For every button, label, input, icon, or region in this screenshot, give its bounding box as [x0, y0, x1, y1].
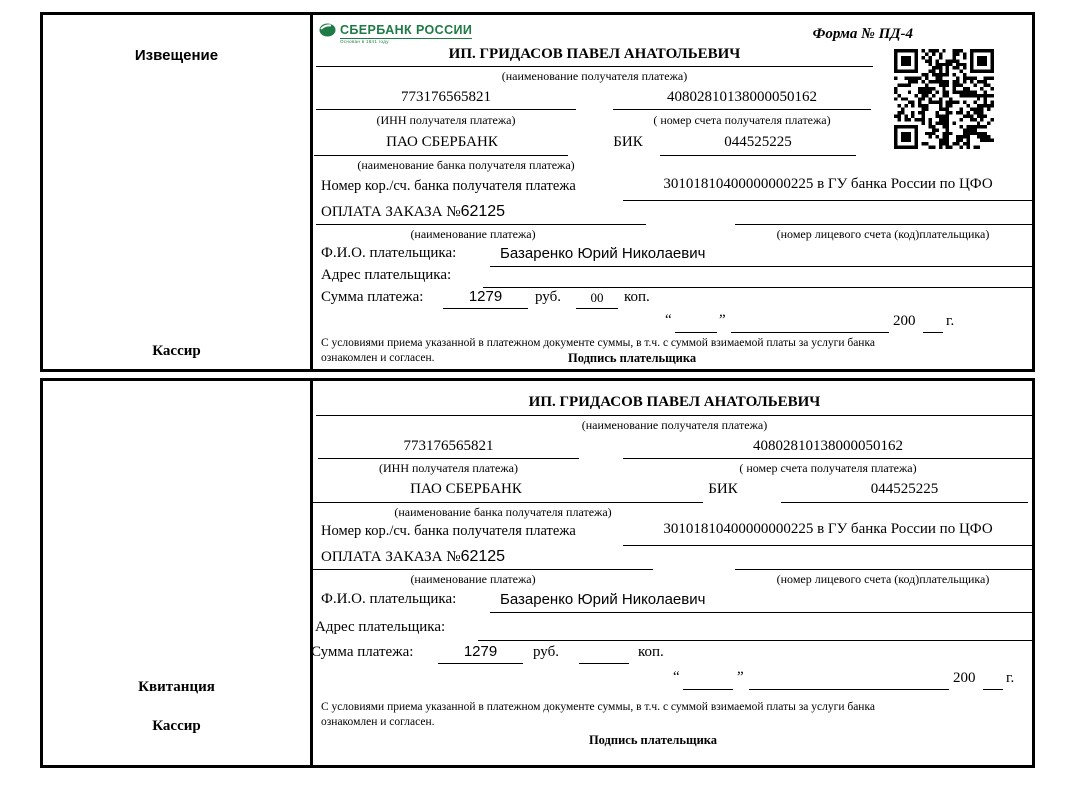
section-title-kvitanciya: Квитанция [138, 679, 215, 695]
order-number: 62125 [460, 548, 506, 565]
fio-underline [490, 266, 1033, 267]
kvitanciya-section [40, 378, 1035, 768]
corr-underline [623, 545, 1033, 546]
year-prefix: 200 [893, 313, 916, 329]
sum-label: Сумма платежа: [321, 289, 424, 305]
corr-label: Номер кор./сч. банка получателя платежа [321, 523, 576, 539]
date-quote-open: “ [673, 669, 680, 685]
payment-purpose [321, 203, 505, 221]
inn-underline [316, 109, 576, 110]
qr-code [894, 49, 994, 149]
recipient-name: ИП. ГРИДАСОВ ПАВЕЛ АНАТОЛЬЕВИЧ [528, 394, 821, 410]
fio-label: Ф.И.О. плательщика: [321, 591, 457, 607]
payment-underline [313, 569, 653, 570]
payment-hint: (наименование платежа) [410, 572, 536, 586]
account-hint: ( номер счета получателя платежа) [739, 461, 917, 475]
date-quote-open: “ [665, 312, 672, 328]
recipient-underline [316, 66, 873, 67]
sum-rub-value: 1279 [463, 643, 498, 660]
agreement-line1: С условиями приема указанной в платежном документе суммы, в т.ч. с суммой взимаемой платы за услуги банка [321, 701, 875, 713]
payer-fio-value: Базаренко Юрий Николаевич [500, 245, 706, 262]
sberbank-logo-tagline: Основан в 1841 году [340, 39, 389, 44]
corr-label: Номер кор./сч. банка получателя платежа [321, 178, 576, 194]
year-underline [923, 332, 943, 333]
rub-label: руб. [535, 289, 561, 305]
bank-name: ПАО СБЕРБАНК [386, 134, 498, 150]
recipient-underline [316, 415, 1033, 416]
fio-underline [490, 612, 1033, 613]
recipient-hint: (наименование получателя платежа) [581, 418, 768, 432]
section-title-izveshchenie: Извещение [134, 47, 219, 64]
fio-label: Ф.И.О. плательщика: [321, 245, 457, 261]
sum-rub-underline [443, 308, 528, 309]
inn-hint: (ИНН получателя платежа) [379, 461, 518, 475]
bik-underline [660, 155, 856, 156]
account-underline [623, 458, 1033, 459]
sum-kop-underline [576, 308, 618, 309]
bik-label: БИК [613, 134, 643, 150]
corr-value: 30101810400000000225 в ГУ банка России по ЦФО [663, 521, 993, 537]
bank-hint: (наименование банка получателя платежа) [357, 158, 575, 172]
agreement-line2: ознакомлен и согласен. [321, 352, 435, 364]
payer-fio-value: Базаренко Юрий Николаевич [500, 591, 706, 608]
sum-rub-value: 1279 [468, 288, 503, 305]
bank-underline [313, 502, 703, 503]
year-prefix: 200 [953, 670, 976, 686]
sum-kop-value: 00 [590, 290, 604, 305]
bank-hint: (наименование банка получателя платежа) [394, 505, 612, 519]
payment-underline [316, 224, 646, 225]
payment-prefix: ОПЛАТА ЗАКАЗА № [321, 204, 461, 220]
column-divider [310, 381, 313, 765]
personal-account-underline [735, 224, 1033, 225]
agreement-line1: С условиями приема указанной в платежном документе суммы, в т.ч. с суммой взимаемой платы за услуги банка [321, 337, 875, 349]
inn-underline [318, 458, 579, 459]
corr-underline [623, 200, 1033, 201]
sberbank-logo [319, 23, 472, 44]
kop-label: коп. [624, 289, 650, 305]
account-value: 40802810138000050162 [753, 438, 903, 454]
bik-label: БИК [708, 481, 738, 497]
payment-hint: (наименование платежа) [410, 227, 536, 241]
sum-kop-underline [579, 663, 629, 664]
corr-value: 30101810400000000225 в ГУ банка России по ЦФО [663, 176, 993, 192]
date-quote-close: ” [737, 669, 744, 685]
cashier-label: Кассир [152, 718, 201, 734]
sberbank-coin-icon [319, 23, 336, 43]
bik-value: 044525225 [724, 134, 792, 150]
personal-account-hint: (номер лицевого счета (код)плательщика) [776, 227, 990, 241]
year-suffix: г. [1006, 670, 1015, 686]
year-underline [983, 689, 1003, 690]
recipient-hint: (наименование получателя платежа) [501, 69, 688, 83]
address-label: Адрес плательщика: [321, 267, 452, 283]
payment-prefix: ОПЛАТА ЗАКАЗА № [321, 549, 461, 565]
bik-underline [781, 502, 1028, 503]
personal-account-underline [735, 569, 1033, 570]
date-month-underline [749, 689, 949, 690]
date-day-underline [675, 332, 717, 333]
personal-account-hint: (номер лицевого счета (код)плательщика) [776, 572, 990, 586]
inn-hint: (ИНН получателя платежа) [376, 113, 516, 127]
rub-label: руб. [533, 644, 559, 660]
date-quote-close: ” [719, 312, 726, 328]
account-hint: ( номер счета получателя платежа) [653, 113, 831, 127]
address-label: Адрес плательщика: [315, 619, 446, 635]
bik-value: 044525225 [870, 481, 939, 497]
izveshchenie-section [40, 12, 1035, 372]
payment-purpose [321, 548, 505, 566]
form-number-label: Форма № ПД-4 [812, 26, 913, 42]
signature-label: Подпись плательщика [568, 351, 697, 365]
column-divider [310, 15, 313, 369]
address-underline [483, 287, 1033, 288]
inn-value: 773176565821 [401, 89, 491, 105]
year-suffix: г. [946, 313, 955, 329]
date-month-underline [731, 332, 889, 333]
signature-label: Подпись плательщика [588, 733, 718, 747]
date-day-underline [683, 689, 733, 690]
order-number: 62125 [460, 203, 506, 220]
recipient-name: ИП. ГРИДАСОВ ПАВЕЛ АНАТОЛЬЕВИЧ [448, 46, 741, 62]
sum-rub-underline [438, 663, 523, 664]
bank-underline [314, 155, 568, 156]
sum-label: Сумма платежа: [311, 644, 414, 660]
inn-value: 773176565821 [403, 438, 494, 454]
account-underline [613, 109, 871, 110]
agreement-line2: ознакомлен и согласен. [321, 716, 435, 728]
account-value: 40802810138000050162 [667, 89, 817, 105]
address-underline [478, 640, 1033, 641]
kop-label: коп. [638, 644, 664, 660]
bank-name: ПАО СБЕРБАНК [410, 481, 522, 497]
cashier-label: Кассир [152, 343, 201, 359]
sberbank-logo-text: СБЕРБАНК РОССИИ [340, 23, 473, 37]
